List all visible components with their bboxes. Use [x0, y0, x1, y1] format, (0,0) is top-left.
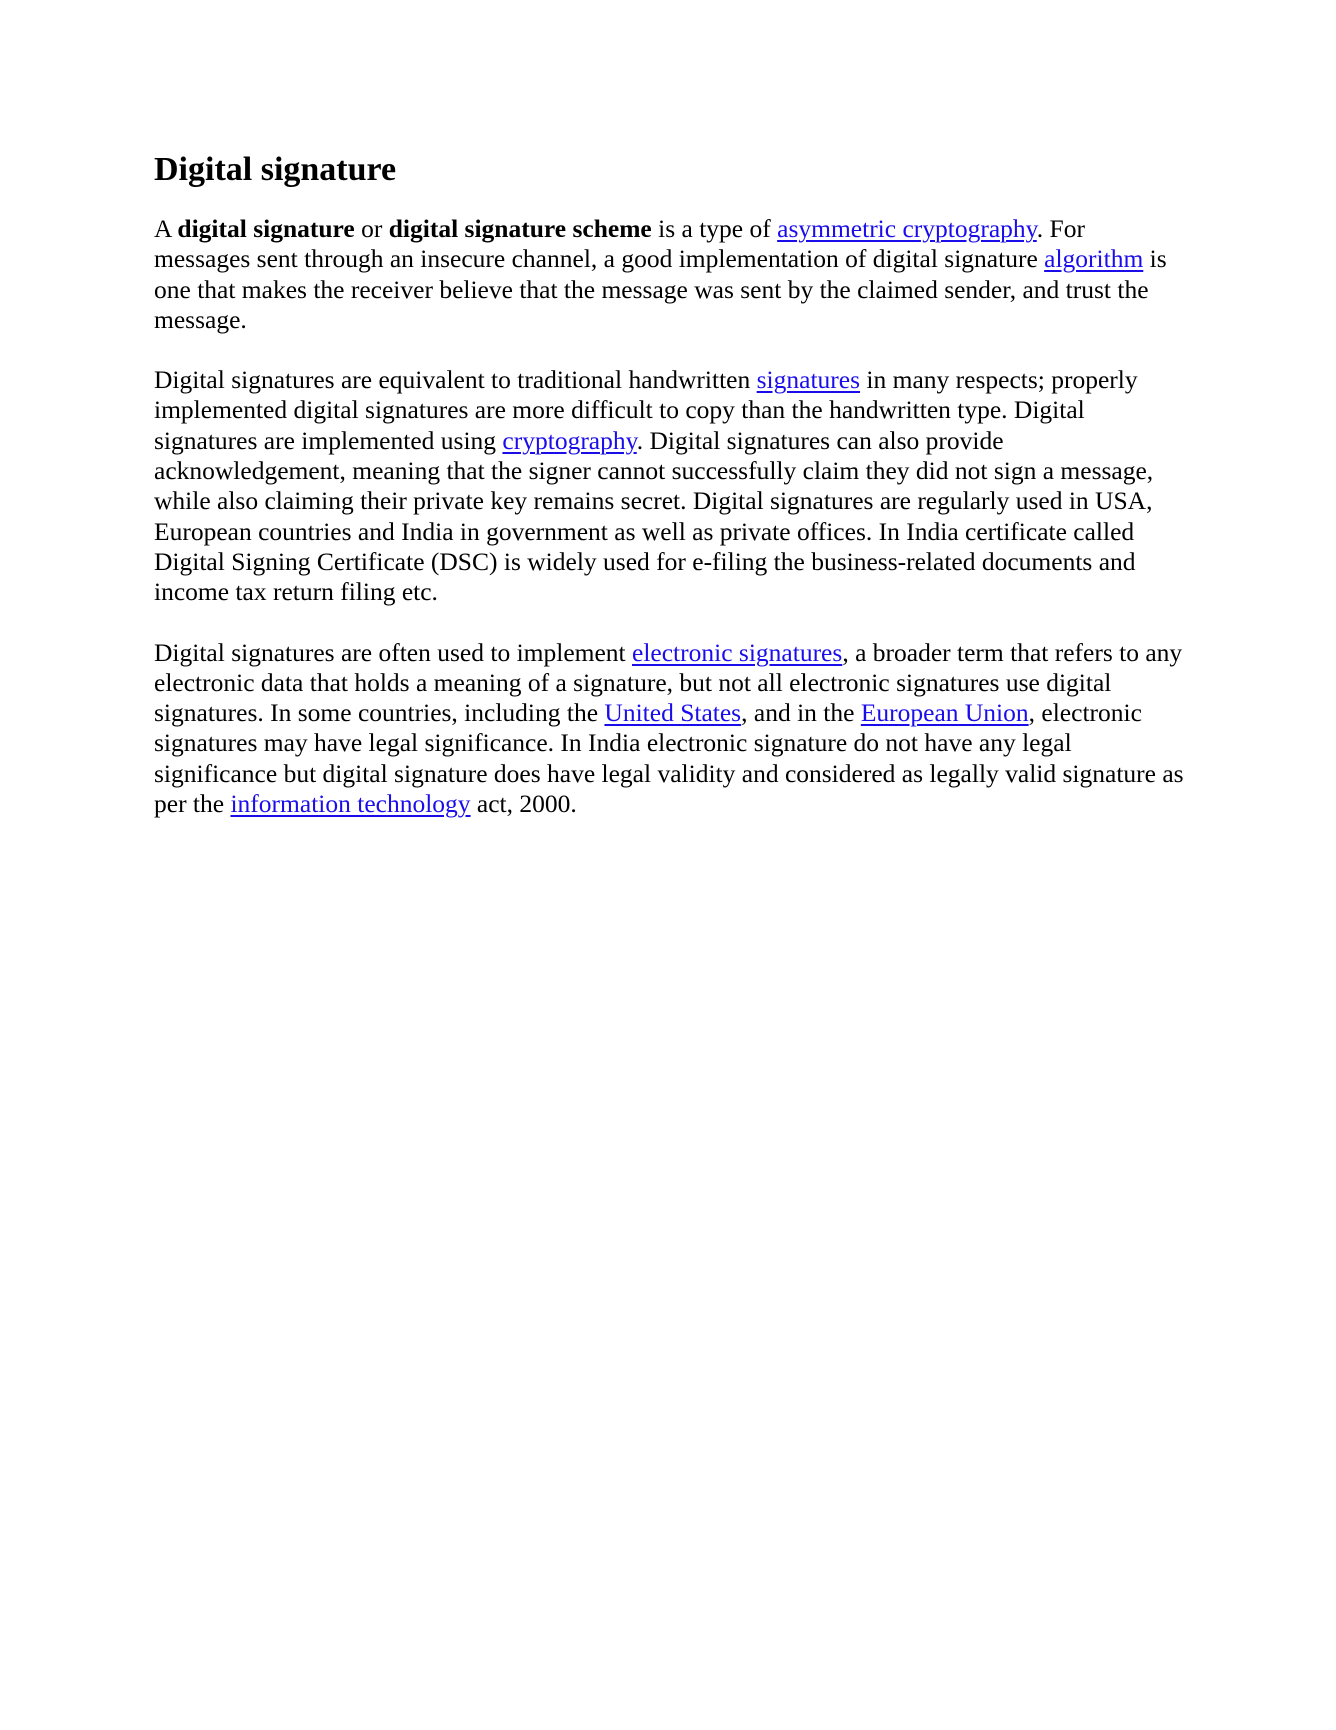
- paragraph-electronic-signatures: [154, 638, 1184, 820]
- document-page: [154, 150, 1184, 849]
- text-run: . For messages sent through an insecure channel, a good implementation of digital signature: [154, 214, 1085, 274]
- paragraph-equivalence: [154, 365, 1184, 607]
- link-united-states[interactable]: United States: [604, 698, 742, 728]
- paragraph-intro: [154, 214, 1184, 335]
- link-signatures[interactable]: signatures: [756, 365, 861, 395]
- bold-term-digital-signature: digital signature: [177, 214, 355, 243]
- text-run: act, 2000.: [470, 789, 577, 819]
- text-run: , electronic signatures may have legal significance. In India electronic signature do not have any legal significance but digital signature does have legal validity and considered as legally valid signature as per the: [154, 698, 1184, 819]
- link-cryptography[interactable]: cryptography: [502, 425, 637, 455]
- text-run: is one that makes the receiver believe that the message was sent by the claimed sender, and trust the message.: [154, 244, 1167, 334]
- text-run: Digital signatures are often used to implement: [154, 637, 633, 667]
- text-run: A: [154, 214, 178, 243]
- link-information-technology[interactable]: information technology: [230, 789, 471, 819]
- text-run: , a broader term that refers to any electronic data that holds a meaning of a signature, but not all electronic signatures use digital signatures. In some countries, including the: [154, 637, 1183, 728]
- text-run: is a type of: [651, 214, 778, 243]
- link-algorithm[interactable]: algorithm: [1044, 244, 1144, 274]
- text-run: in many respects; properly implemented digital signatures are more difficult to copy than the handwritten type. Digital signatures are implemented using: [154, 365, 1138, 455]
- text-run: , and in the: [741, 698, 861, 728]
- bold-term-digital-signature-scheme: digital signature scheme: [388, 214, 652, 243]
- text-run: Digital signatures are equivalent to traditional handwritten: [154, 365, 757, 395]
- link-electronic-signatures[interactable]: electronic signatures: [632, 637, 843, 667]
- text-run: or: [354, 214, 389, 243]
- link-asymmetric-cryptography[interactable]: asymmetric cryptography: [777, 214, 1037, 243]
- text-run: . Digital signatures can also provide acknowledgement, meaning that the signer cannot successfully claim they did not sign a message, while also claiming their private key remains secret. Digital signatures are regularly used in USA, European countries and India in government as well as private offices. In India certificate called Digital Signing Certificate (DSC) is widely used for e-filing the business-related documents and income tax return filing etc.: [154, 425, 1154, 607]
- page-title: Digital signature: [154, 151, 397, 188]
- link-european-union[interactable]: European Union: [860, 698, 1029, 728]
